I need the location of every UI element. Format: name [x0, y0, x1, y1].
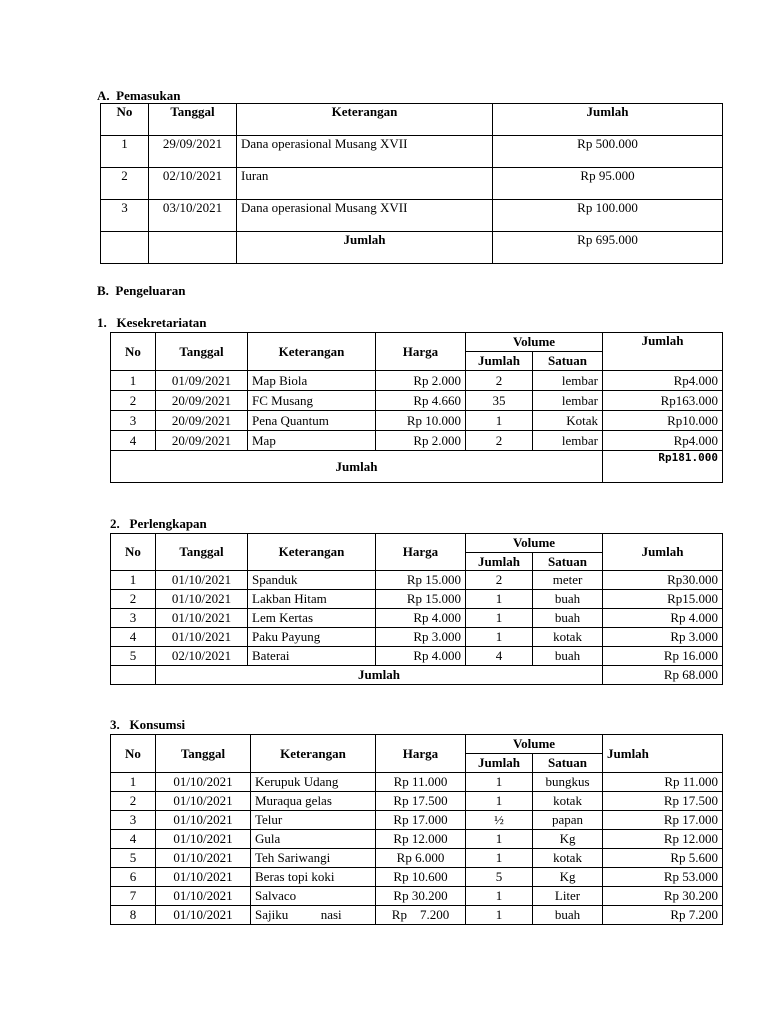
header-volume-jumlah: Jumlah [466, 352, 533, 371]
cell-tanggal: 01/10/2021 [156, 571, 248, 590]
cell-jumlah: Rp 100.000 [493, 200, 723, 232]
table-row [111, 609, 723, 628]
cell-harga: Rp 4.000 [376, 609, 466, 628]
table-header-row [101, 104, 723, 136]
total-value: Rp 68.000 [603, 666, 723, 685]
total-label: Jumlah [111, 451, 603, 483]
cell-harga: Rp 10.000 [376, 411, 466, 431]
cell-jumlah: Rp 12.000 [603, 830, 723, 849]
cell-tanggal: 20/09/2021 [156, 391, 248, 411]
cell-tanggal: 01/10/2021 [156, 811, 251, 830]
cell-jumlah: Rp10.000 [603, 411, 723, 431]
table-row [101, 200, 723, 232]
cell-harga: Rp 17.500 [376, 792, 466, 811]
cell-no: 4 [111, 431, 156, 451]
header-keterangan: Keterangan [237, 104, 493, 136]
header-tanggal: Tanggal [149, 104, 237, 136]
table-row [111, 830, 723, 849]
cell-satuan: bungkus [533, 773, 603, 792]
cell-harga: Rp 15.000 [376, 590, 466, 609]
cell-volume-jumlah: 1 [466, 773, 533, 792]
cell-jumlah: Rp 17.000 [603, 811, 723, 830]
header-tanggal: Tanggal [156, 735, 251, 773]
cell-no: 3 [111, 411, 156, 431]
table-header-row [111, 333, 723, 352]
cell-satuan: kotak [533, 628, 603, 647]
cell-jumlah: Rp 5.600 [603, 849, 723, 868]
cell-tanggal: 01/10/2021 [156, 628, 248, 647]
header-harga: Harga [376, 735, 466, 773]
kesekretariatan-table [110, 332, 723, 483]
cell-volume-jumlah: 2 [466, 431, 533, 451]
kesekretariatan-title: 1. Kesekretariatan [97, 315, 207, 330]
cell-keterangan: Beras topi koki [251, 868, 376, 887]
cell-jumlah: Rp4.000 [603, 371, 723, 391]
cell-no: 5 [111, 647, 156, 666]
cell-satuan: kotak [533, 792, 603, 811]
header-tanggal: Tanggal [156, 534, 248, 571]
cell-tanggal: 01/10/2021 [156, 906, 251, 925]
cell-harga: Rp 7.200 [376, 906, 466, 925]
cell-volume-jumlah: 1 [466, 887, 533, 906]
table-row [111, 431, 723, 451]
cell-harga: Rp 4.000 [376, 647, 466, 666]
cell-jumlah: Rp 53.000 [603, 868, 723, 887]
cell-tanggal: 01/10/2021 [156, 792, 251, 811]
cell-volume-jumlah: 1 [466, 628, 533, 647]
cell-keterangan: Iuran [237, 168, 493, 200]
cell-satuan: Kg [533, 830, 603, 849]
cell-volume-jumlah: ½ [466, 811, 533, 830]
table-row [111, 411, 723, 431]
header-volume-satuan: Satuan [533, 352, 603, 371]
cell-satuan: Kg [533, 868, 603, 887]
table-row [111, 773, 723, 792]
table-row [111, 811, 723, 830]
cell-keterangan: Map Biola [248, 371, 376, 391]
header-jumlah: Jumlah [603, 534, 723, 571]
table-row [111, 590, 723, 609]
cell-tanggal: 29/09/2021 [149, 136, 237, 168]
cell-keterangan: Salvaco [251, 887, 376, 906]
cell-volume-jumlah: 4 [466, 647, 533, 666]
header-harga: Harga [376, 333, 466, 371]
cell-no: 4 [111, 628, 156, 647]
table-row [111, 887, 723, 906]
cell-tanggal: 20/09/2021 [156, 431, 248, 451]
cell-no: 4 [111, 830, 156, 849]
cell-tanggal: 01/10/2021 [156, 590, 248, 609]
header-tanggal: Tanggal [156, 333, 248, 371]
cell-jumlah: Rp 11.000 [603, 773, 723, 792]
total-value: Rp 695.000 [493, 232, 723, 264]
table-row [111, 647, 723, 666]
cell-volume-jumlah: 1 [466, 609, 533, 628]
cell-no: 2 [111, 792, 156, 811]
cell-volume-jumlah: 1 [466, 590, 533, 609]
cell-jumlah: Rp4.000 [603, 431, 723, 451]
table-header-row [111, 735, 723, 754]
cell-jumlah: Rp 3.000 [603, 628, 723, 647]
cell-harga: Rp 12.000 [376, 830, 466, 849]
cell-jumlah: Rp 30.200 [603, 887, 723, 906]
cell-volume-jumlah: 1 [466, 906, 533, 925]
header-no: No [111, 333, 156, 371]
cell-harga: Rp 3.000 [376, 628, 466, 647]
cell-keterangan: Kerupuk Udang [251, 773, 376, 792]
cell-empty [111, 666, 156, 685]
table-header-row [111, 534, 723, 553]
header-volume-jumlah: Jumlah [466, 553, 533, 571]
cell-satuan: buah [533, 647, 603, 666]
cell-jumlah: Rp 4.000 [603, 609, 723, 628]
cell-satuan: Liter [533, 887, 603, 906]
cell-tanggal: 02/10/2021 [149, 168, 237, 200]
header-keterangan: Keterangan [248, 534, 376, 571]
perlengkapan-table [110, 533, 723, 685]
cell-no: 7 [111, 887, 156, 906]
cell-satuan: lembar [533, 371, 603, 391]
cell-harga: Rp 10.600 [376, 868, 466, 887]
header-harga: Harga [376, 534, 466, 571]
cell-volume-jumlah: 1 [466, 830, 533, 849]
cell-tanggal: 01/10/2021 [156, 887, 251, 906]
cell-jumlah: Rp 16.000 [603, 647, 723, 666]
cell-no: 5 [111, 849, 156, 868]
cell-no: 3 [101, 200, 149, 232]
cell-volume-jumlah: 2 [466, 571, 533, 590]
cell-no: 1 [111, 571, 156, 590]
cell-harga: Rp 2.000 [376, 371, 466, 391]
cell-empty [101, 232, 149, 264]
cell-keterangan: Gula [251, 830, 376, 849]
header-jumlah: Jumlah [603, 333, 723, 371]
cell-no: 2 [101, 168, 149, 200]
cell-keterangan: FC Musang [248, 391, 376, 411]
header-volume-jumlah: Jumlah [466, 754, 533, 773]
cell-tanggal: 01/10/2021 [156, 849, 251, 868]
cell-no: 1 [111, 773, 156, 792]
cell-satuan: lembar [533, 391, 603, 411]
cell-no: 6 [111, 868, 156, 887]
cell-tanggal: 01/10/2021 [156, 609, 248, 628]
cell-keterangan: Telur [251, 811, 376, 830]
cell-keterangan: Sajiku nasi [251, 906, 376, 925]
cell-no: 3 [111, 811, 156, 830]
cell-satuan: buah [533, 590, 603, 609]
table-row [111, 849, 723, 868]
cell-satuan: buah [533, 609, 603, 628]
cell-volume-jumlah: 35 [466, 391, 533, 411]
cell-keterangan: Map [248, 431, 376, 451]
header-volume-satuan: Satuan [533, 754, 603, 773]
total-row [111, 666, 723, 685]
header-volume-satuan: Satuan [533, 553, 603, 571]
cell-keterangan: Baterai [248, 647, 376, 666]
cell-harga: Rp 15.000 [376, 571, 466, 590]
table-row [101, 136, 723, 168]
section-a-title: A. Pemasukan [97, 88, 181, 103]
total-value: Rp181.000 [603, 451, 723, 483]
cell-volume-jumlah: 1 [466, 792, 533, 811]
cell-keterangan: Paku Payung [248, 628, 376, 647]
cell-jumlah: Rp163.000 [603, 391, 723, 411]
total-row [111, 451, 723, 483]
header-volume: Volume [466, 333, 603, 352]
table-row [111, 391, 723, 411]
cell-keterangan: Dana operasional Musang XVII [237, 136, 493, 168]
total-row [101, 232, 723, 264]
cell-keterangan: Teh Sariwangi [251, 849, 376, 868]
konsumsi-table [110, 734, 723, 925]
table-row [111, 371, 723, 391]
table-row [111, 868, 723, 887]
cell-tanggal: 02/10/2021 [156, 647, 248, 666]
cell-volume-jumlah: 2 [466, 371, 533, 391]
cell-keterangan: Dana operasional Musang XVII [237, 200, 493, 232]
header-jumlah: Jumlah [603, 735, 723, 773]
cell-volume-jumlah: 1 [466, 411, 533, 431]
cell-harga: Rp 6.000 [376, 849, 466, 868]
cell-volume-jumlah: 5 [466, 868, 533, 887]
table-row [111, 628, 723, 647]
cell-harga: Rp 4.660 [376, 391, 466, 411]
cell-tanggal: 01/09/2021 [156, 371, 248, 391]
cell-tanggal: 01/10/2021 [156, 868, 251, 887]
table-row [111, 571, 723, 590]
cell-satuan: buah [533, 906, 603, 925]
cell-jumlah: Rp 7.200 [603, 906, 723, 925]
cell-volume-jumlah: 1 [466, 849, 533, 868]
cell-satuan: papan [533, 811, 603, 830]
cell-jumlah: Rp 95.000 [493, 168, 723, 200]
cell-jumlah: Rp 17.500 [603, 792, 723, 811]
cell-harga: Rp 2.000 [376, 431, 466, 451]
konsumsi-title: 3. Konsumsi [110, 717, 186, 732]
table-row [101, 168, 723, 200]
cell-no: 2 [111, 590, 156, 609]
cell-keterangan: Lakban Hitam [248, 590, 376, 609]
cell-satuan: kotak [533, 849, 603, 868]
header-volume: Volume [466, 735, 603, 754]
table-row [111, 792, 723, 811]
cell-satuan: lembar [533, 431, 603, 451]
cell-no: 3 [111, 609, 156, 628]
table-row [111, 906, 723, 925]
header-keterangan: Keterangan [248, 333, 376, 371]
cell-no: 1 [111, 371, 156, 391]
cell-tanggal: 01/10/2021 [156, 773, 251, 792]
pemasukan-table [100, 103, 723, 264]
cell-keterangan: Muraqua gelas [251, 792, 376, 811]
cell-keterangan: Pena Quantum [248, 411, 376, 431]
cell-satuan: Kotak [533, 411, 603, 431]
total-label: Jumlah [237, 232, 493, 264]
cell-tanggal: 03/10/2021 [149, 200, 237, 232]
cell-tanggal: 01/10/2021 [156, 830, 251, 849]
cell-no: 1 [101, 136, 149, 168]
total-label: Jumlah [156, 666, 603, 685]
header-no: No [111, 735, 156, 773]
cell-jumlah: Rp15.000 [603, 590, 723, 609]
header-keterangan: Keterangan [251, 735, 376, 773]
header-no: No [111, 534, 156, 571]
cell-jumlah: Rp 500.000 [493, 136, 723, 168]
header-jumlah: Jumlah [493, 104, 723, 136]
cell-jumlah: Rp30.000 [603, 571, 723, 590]
cell-empty [149, 232, 237, 264]
section-b-title: B. Pengeluaran [97, 283, 186, 298]
cell-harga: Rp 30.200 [376, 887, 466, 906]
cell-keterangan: Spanduk [248, 571, 376, 590]
cell-satuan: meter [533, 571, 603, 590]
cell-keterangan: Lem Kertas [248, 609, 376, 628]
cell-harga: Rp 17.000 [376, 811, 466, 830]
perlengkapan-title: 2. Perlengkapan [110, 516, 207, 531]
header-no: No [101, 104, 149, 136]
cell-harga: Rp 11.000 [376, 773, 466, 792]
cell-no: 2 [111, 391, 156, 411]
cell-tanggal: 20/09/2021 [156, 411, 248, 431]
header-volume: Volume [466, 534, 603, 553]
cell-no: 8 [111, 906, 156, 925]
